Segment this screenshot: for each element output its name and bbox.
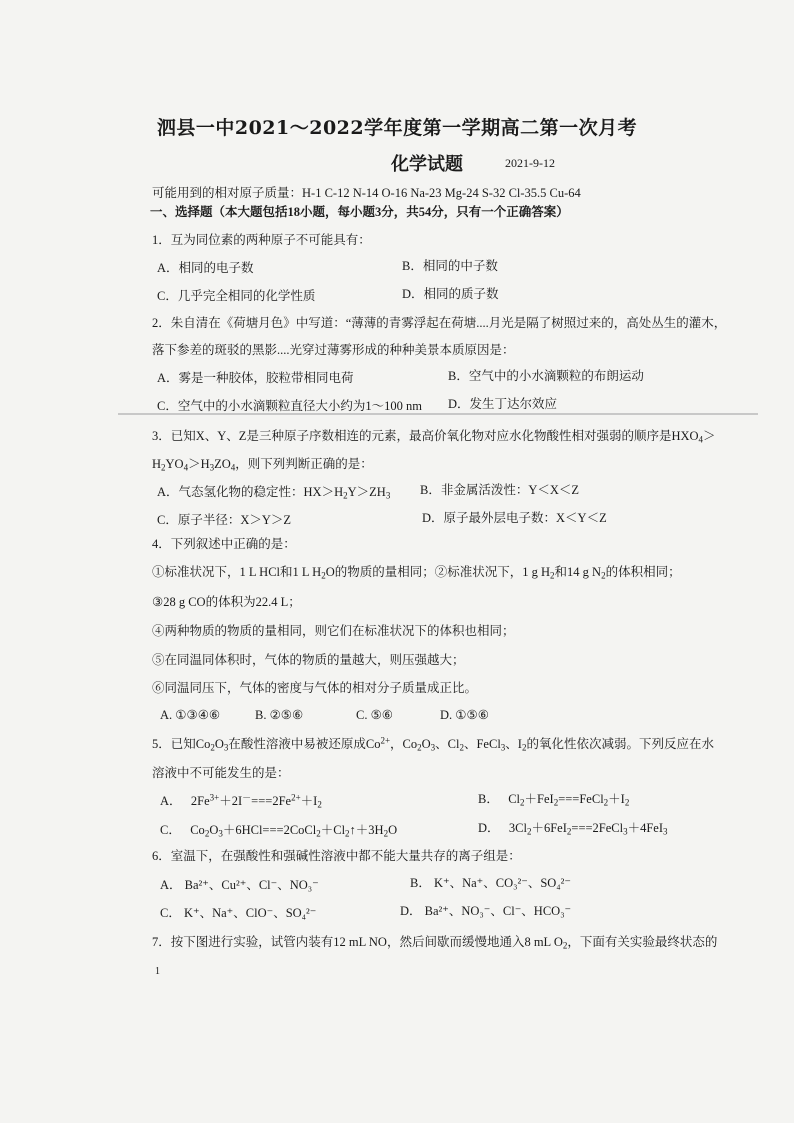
q4-stem: 4．下列叙述中正确的是： xyxy=(152,537,296,551)
q2-option-d: D．发生丁达尔效应 xyxy=(448,397,558,411)
q1-option-b: B．相同的中子数 xyxy=(402,259,498,273)
q2-stem-line1: 2．朱自清在《荷塘月色》中写道：“薄薄的青雾浮起在荷塘....月光是隔了树照过来的，高处丛生的灌木， xyxy=(152,316,727,330)
page-subtitle: 化学试题 xyxy=(391,154,463,175)
q7-stem: 7．按下图进行实验，试管内装有12 mL NO，然后间歇而缓慢地通入8 mL $O_2$，下面有关实验最终状态的 xyxy=(152,935,718,951)
q3-option-d: D．原子最外层电子数：X＜Y＜Z xyxy=(422,511,607,525)
q4-statement-1-2: ①标准状况下，1 L HCl和1 L $H_2O$的物质的量相同；②标准状况下，1 g $H_2$和14 g $N_2$的体积相同； xyxy=(152,565,681,581)
q3-option-c: C．原子半径：X＞Y＞Z xyxy=(157,513,292,527)
q2-option-b: B．空气中的小水滴颗粒的布朗运动 xyxy=(448,369,644,383)
q4-statement-5: ⑤在同温同体积时，气体的物质的量越大，则压强越大； xyxy=(152,653,465,667)
q6-option-b: B． K⁺、Na⁺、CO₃²⁻、SO₄²⁻ xyxy=(410,876,572,890)
q4-option-c: C. ⑤⑥ xyxy=(356,708,393,722)
q3-option-a: A．气态氢化物的稳定性：$HX>H_2Y>ZH_3$ xyxy=(157,485,391,501)
q4-option-a: A. ①③④⑥ xyxy=(160,708,221,722)
q3-stem-line2: $H_2YO_4>H_3ZO_4$，则下列判断正确的是： xyxy=(152,457,373,473)
scan-fold-line xyxy=(118,413,758,415)
q5-option-a: A． $2Fe^{3+}+2I^-===2Fe^{2+}+I_2$ xyxy=(160,792,322,810)
exam-date: 2021-9-12 xyxy=(505,156,555,170)
q6-option-d: D． Ba²⁺、NO₃⁻、Cl⁻、HCO₃⁻ xyxy=(400,904,572,918)
section-heading: 一、选择题（本大题包括18小题，每小题3分，共54分，只有一个正确答案） xyxy=(150,205,569,219)
page-number: 1 xyxy=(155,966,160,977)
atomic-masses-line: 可能用到的相对原子质量：H-1 C-12 N-14 O-16 Na-23 Mg-24 S-32 Cl-35.5 Cu-64 xyxy=(152,186,581,200)
q3-stem-line1: 3．已知X、Y、Z是三种原子序数相连的元素，最高价氧化物对应水化物酸性相对强弱的顺序是$HXO_4>$ xyxy=(152,429,716,445)
q4-option-b: B. ②⑤⑥ xyxy=(255,708,304,722)
q1-option-d: D．相同的质子数 xyxy=(402,287,499,301)
q5-stem-line1: 5．已知$Co_2O_3$在酸性溶液中易被还原成$Co^{2+}$，$Co_2O_3$、$Cl_2$、FeCl$_3$、$I_2$的氧化性依次减弱。下列反应在水 xyxy=(152,735,714,753)
q3-option-b: B．非金属活泼性：Y＜X＜Z xyxy=(420,483,580,497)
q4-statement-6: ⑥同温同压下，气体的密度与气体的相对分子质量成正比。 xyxy=(152,681,478,695)
page-title: 泗县一中2021～2022学年度第一学期高二第一次月考 xyxy=(156,117,638,139)
q5-option-b: B． $Cl_2+FeI_2===FeCl_2+I_2$ xyxy=(478,792,630,808)
q1-stem: 1．互为同位素的两种原子不可能具有： xyxy=(152,233,371,247)
q2-stem-line2: 落下参差的斑驳的黑影....光穿过薄雾形成的种种美景本质原因是： xyxy=(152,343,515,357)
q2-option-a: A．雾是一种胶体，胶粒带相同电荷 xyxy=(157,371,354,385)
q4-statement-3: ③28 g CO的体积为22.4 L； xyxy=(152,595,301,609)
q5-option-c: C． $Co_2O_3+6HCl===2CoCl_2+Cl_2↑+3H_2O$ xyxy=(160,823,398,839)
q6-stem: 6．室温下，在强酸性和强碱性溶液中都不能大量共存的离子组是： xyxy=(152,849,521,863)
q6-option-c: C． K⁺、Na⁺、ClO⁻、SO₄²⁻ xyxy=(160,906,317,920)
q5-option-d: D． $3Cl_2+6FeI_2===2FeCl_3+4FeI_3$ xyxy=(478,821,668,837)
q1-option-a: A．相同的电子数 xyxy=(157,261,254,275)
q1-option-c: C．几乎完全相同的化学性质 xyxy=(157,289,316,303)
q4-option-d: D. ①⑤⑥ xyxy=(440,708,489,722)
q4-statement-4: ④两种物质的物质的量相同，则它们在标准状况下的体积也相同； xyxy=(152,624,515,638)
q2-option-c: C．空气中的小水滴颗粒直径大小约为1～100 nm xyxy=(157,399,422,413)
q5-stem-line2: 溶液中不可能发生的是： xyxy=(152,766,290,780)
q6-option-a: A． Ba²⁺、Cu²⁺、Cl⁻、NO₃⁻ xyxy=(160,878,319,892)
